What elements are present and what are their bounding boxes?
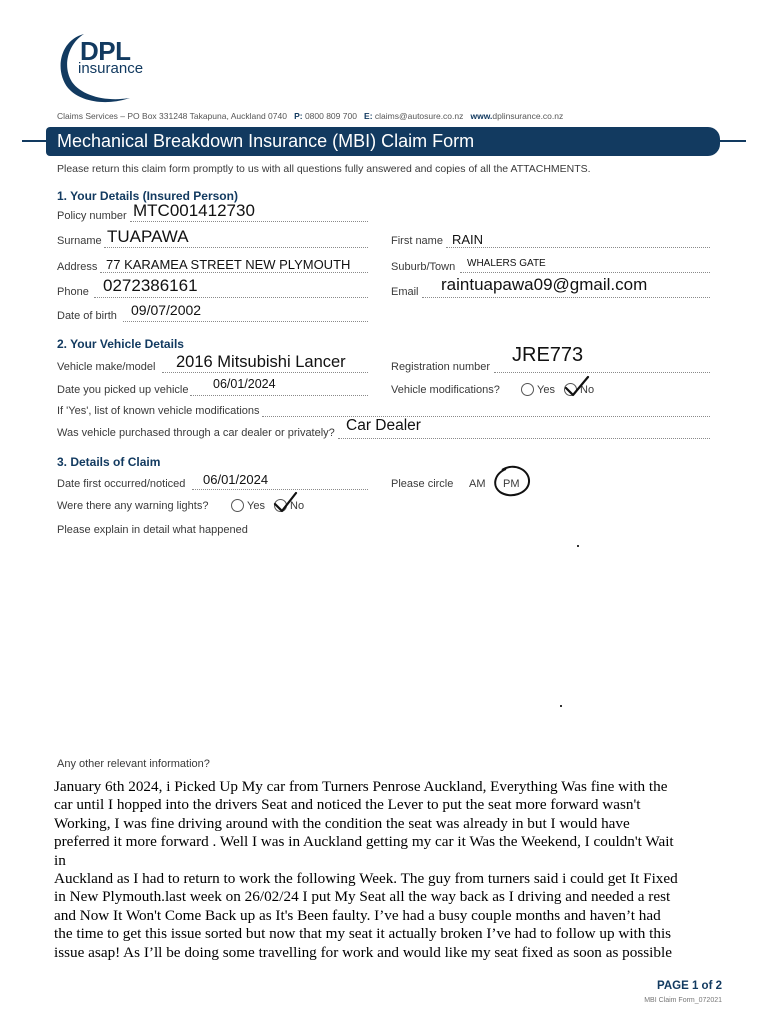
dob-line — [123, 321, 368, 322]
story-line: in — [54, 851, 66, 869]
rego-label: Registration number — [391, 361, 491, 373]
address-value[interactable]: 77 KARAMEA STREET NEW PLYMOUTH — [106, 257, 351, 272]
contact-web-prefix: www. — [470, 111, 493, 121]
make-value[interactable]: 2016 Mitsubishi Lancer — [176, 353, 346, 371]
policy-line — [130, 221, 368, 222]
contact-phone: 0800 809 700 — [304, 111, 357, 121]
dob-value[interactable]: 09/07/2002 — [131, 302, 202, 318]
story-line: the time to get this issue sorted but now that my seat it actually broken I’ve had to follow up with this — [54, 925, 672, 943]
email-value[interactable]: raintuapawa09@gmail.com — [441, 275, 648, 294]
policy-label: Policy number — [57, 210, 127, 222]
surname-line — [104, 247, 368, 248]
story-line: preferred it more forward . Well I was in Auckland getting my car it Was the Weekend, I couldn't Wait — [54, 833, 674, 851]
page-number: PAGE 1 of 2 — [657, 980, 722, 992]
phone-line — [94, 297, 368, 298]
title-bar — [46, 127, 720, 156]
contact-phone-label: P: — [294, 111, 303, 121]
firstname-label: First name — [391, 235, 443, 247]
rego-value[interactable]: JRE773 — [512, 344, 584, 366]
intro-text: Please return this claim form promptly to us with all questions fully answered and copies of all the ATTACHMENTS. — [57, 163, 591, 175]
address-label: Address — [57, 261, 98, 273]
contact-web[interactable]: dplinsurance.co.nz — [492, 111, 564, 121]
policy-value[interactable]: MTC001412730 — [133, 201, 255, 220]
lights-yes-radio[interactable] — [231, 499, 244, 512]
email-label: Email — [391, 286, 419, 298]
mods-label: Vehicle modifications? — [391, 384, 500, 396]
contact-email-label: E: — [364, 111, 373, 121]
story-line: and Now It Won't Come Back up as It's Been faulty. I’ve had a busy couple months and haven’t had — [54, 906, 661, 924]
stray-dot — [560, 705, 562, 707]
suburb-line — [460, 272, 710, 273]
explain-label: Please explain in detail what happened — [57, 524, 248, 536]
story-line: in New Plymouth.last week on 26/02/24 I put My Seat all the way back as I driving and needed a rest — [54, 888, 671, 906]
make-label: Vehicle make/model — [57, 361, 156, 373]
contact-address: Claims Services – PO Box 331248 Takapuna, Auckland 0740 — [57, 111, 287, 121]
form-code: MBI Claim Form_072021 — [644, 997, 722, 1004]
lights-no-checkmark-icon — [273, 491, 299, 513]
story-line: January 6th 2024, i Picked Up My car from Turners Penrose Auckland, Everything Was fine with the — [54, 778, 668, 795]
lights-no-label: No — [290, 500, 305, 512]
address-line — [100, 272, 368, 273]
story-line: Auckland as I had to return to work the following Week. The guy from turners said i could get It Fixed — [54, 870, 678, 888]
mods-list-line — [262, 416, 710, 417]
picked-label: Date you picked up vehicle — [57, 384, 189, 396]
surname-label: Surname — [57, 235, 102, 247]
circle-label: Please circle — [391, 478, 454, 490]
mods-list-label: If 'Yes', list of known vehicle modifications — [57, 405, 260, 417]
mods-no-label: No — [580, 384, 595, 396]
suburb-label: Suburb/Town — [391, 261, 456, 273]
first-occurred-line — [192, 489, 368, 490]
mods-yes-label: Yes — [537, 384, 555, 396]
story-line: issue asap! As I’ll be doing some travelling for work and would like my seat fixed as soon as possible — [54, 943, 672, 961]
pm-circle-mark-icon — [492, 464, 532, 500]
surname-value[interactable]: TUAPAWA — [107, 227, 189, 246]
section-3-heading: 3. Details of Claim — [57, 455, 161, 469]
stray-dot — [577, 545, 579, 547]
suburb-value[interactable]: WHALERS GATE — [467, 258, 546, 269]
section-2-heading: 2. Your Vehicle Details — [57, 337, 184, 351]
story-line: car until I hopped into the drivers Seat and noticed the Lever to put the seat more forward wasn't — [54, 796, 641, 814]
picked-value[interactable]: 06/01/2024 — [213, 377, 276, 391]
picked-line — [190, 395, 368, 396]
rego-line — [494, 372, 710, 373]
phone-label: Phone — [57, 286, 89, 298]
logo-brand: DPL — [80, 36, 131, 66]
first-occurred-label: Date first occurred/noticed — [57, 478, 186, 490]
form-title: Mechanical Breakdown Insurance (MBI) Claim Form — [57, 131, 475, 151]
other-info-label: Any other relevant information? — [57, 758, 210, 770]
am-option[interactable]: AM — [469, 478, 486, 490]
dealer-line — [338, 438, 710, 439]
dealer-label: Was vehicle purchased through a car dealer or privately? — [57, 427, 335, 439]
first-occurred-value[interactable]: 06/01/2024 — [203, 472, 269, 487]
firstname-value[interactable]: RAIN — [452, 232, 484, 247]
dob-label: Date of birth — [57, 310, 117, 322]
other-info-text[interactable] — [54, 778, 734, 962]
contact-line — [57, 111, 563, 121]
mods-no-checkmark-icon — [564, 375, 590, 397]
email-line — [422, 297, 710, 298]
mods-yes-radio[interactable] — [521, 383, 534, 396]
pm-option[interactable]: PM — [503, 478, 520, 490]
make-line — [162, 372, 368, 373]
logo-sub: insurance — [78, 60, 144, 77]
section-1-heading: 1. Your Details (Insured Person) — [57, 189, 238, 203]
firstname-line — [446, 247, 710, 248]
lights-label: Were there any warning lights? — [57, 500, 209, 512]
phone-value[interactable]: 0272386161 — [103, 276, 198, 295]
lights-yes-label: Yes — [247, 500, 265, 512]
story-line: Working, I was fine driving around with the condition the seat was already in but I would have — [54, 814, 630, 832]
contact-email[interactable]: claims@autosure.co.nz — [374, 111, 464, 121]
dealer-value[interactable]: Car Dealer — [346, 417, 421, 434]
dpl-logo — [54, 30, 164, 105]
